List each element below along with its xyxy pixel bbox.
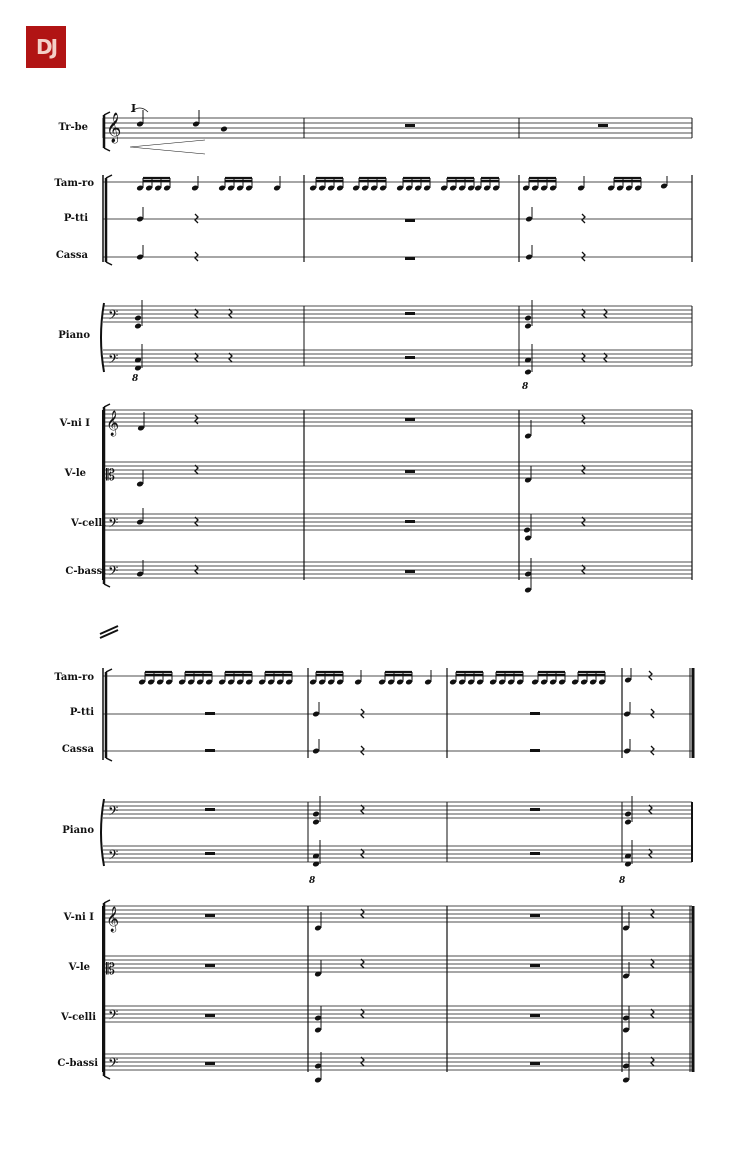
fermata [131, 108, 148, 112]
brace [101, 799, 104, 866]
quarter-rest [195, 252, 198, 261]
label-trombe: Tr-be [58, 122, 88, 133]
whole-rest [205, 749, 215, 752]
publisher-logo: DJ [26, 26, 66, 68]
bass-clef: 𝄢 [108, 1007, 119, 1026]
ottava-mark: 8 [132, 374, 139, 384]
bracket-hook [106, 262, 112, 265]
bracket-hook [104, 1076, 110, 1079]
alto-clef: 𝄡 [106, 959, 115, 978]
note-head [524, 369, 532, 376]
quarter-rest [582, 252, 585, 261]
whole-rest [530, 712, 540, 715]
whole-rest [205, 1062, 215, 1065]
note-head [220, 126, 228, 133]
label-piatti-2: P-tti [69, 707, 94, 718]
alto-clef: 𝄡 [106, 465, 115, 484]
treble-clef: 𝄞 [106, 113, 122, 143]
treble-clef: 𝄞 [106, 411, 120, 436]
bracket-hook [104, 404, 110, 407]
note-head [624, 811, 632, 818]
whole-rest [205, 914, 215, 917]
bass-clef: 𝄢 [108, 803, 119, 822]
bracket-hook [106, 669, 112, 672]
label-violoncelli: V-celli [70, 518, 106, 529]
note-head [312, 819, 320, 826]
whole-rest [405, 257, 415, 260]
whole-rest [405, 312, 415, 315]
bass-clef: 𝄢 [108, 515, 119, 534]
whole-rest [405, 470, 415, 473]
whole-rest [205, 852, 215, 855]
note-head [312, 811, 320, 818]
decrescendo-hairpin [130, 140, 205, 154]
bracket-hook [104, 584, 110, 587]
bass-clef: 𝄢 [108, 847, 119, 866]
label-cassa: Cassa [55, 250, 88, 261]
whole-rest [530, 1062, 540, 1065]
label-contrabbassi: C-bassi [65, 566, 106, 577]
bracket-hook [106, 758, 112, 761]
note-head [523, 527, 531, 534]
note-head [134, 323, 142, 330]
bracket-hook [104, 148, 110, 151]
label-violoncelli-2: V-celli [60, 1012, 96, 1023]
note-head [524, 315, 532, 322]
whole-rest [405, 570, 415, 573]
whole-rest [205, 712, 215, 715]
whole-rest [405, 520, 415, 523]
system-separator [100, 626, 118, 634]
quarter-rest [582, 415, 585, 424]
label-tamburo: Tam-ro [54, 178, 94, 189]
whole-rest [530, 1014, 540, 1017]
whole-rest [205, 808, 215, 811]
label-tamburo-2: Tam-ro [54, 672, 94, 683]
label-piano: Piano [58, 330, 90, 341]
whole-rest [530, 749, 540, 752]
quarter-rest [361, 746, 364, 755]
bass-clef: 𝄢 [108, 307, 119, 326]
label-viole: V-le [64, 468, 86, 479]
label-viole-2: V-le [68, 962, 90, 973]
quarter-rest [651, 746, 654, 755]
note-head [624, 819, 632, 826]
label-violini: V-ni I [59, 418, 90, 429]
bracket-hook [106, 175, 112, 178]
whole-rest [405, 219, 415, 222]
whole-rest [405, 124, 415, 127]
label-contrabbassi-2: C-bassi [57, 1058, 98, 1069]
whole-rest [530, 808, 540, 811]
ottava-mark: 8 [309, 876, 316, 886]
bass-clef: 𝄢 [108, 563, 119, 582]
quarter-rest [361, 709, 364, 718]
note-head [134, 315, 142, 322]
bass-clef: 𝄢 [108, 351, 119, 370]
label-piatti: P-tti [63, 213, 88, 224]
quarter-rest [195, 415, 198, 424]
bass-clef: 𝄢 [108, 1055, 119, 1074]
ottava-mark: 8 [619, 876, 626, 886]
bracket-hook [104, 900, 110, 903]
label-piano-2: Piano [62, 825, 94, 836]
whole-rest [598, 124, 608, 127]
quarter-rest [195, 214, 198, 223]
label-violini-2: V-ni I [63, 912, 94, 923]
whole-rest [530, 964, 540, 967]
quarter-rest [649, 671, 652, 680]
whole-rest [405, 356, 415, 359]
quarter-rest [651, 709, 654, 718]
note-head [524, 323, 532, 330]
quarter-rest [582, 214, 585, 223]
whole-rest [530, 914, 540, 917]
treble-clef: 𝄞 [106, 907, 120, 932]
whole-rest [530, 852, 540, 855]
label-cassa-2: Cassa [61, 744, 94, 755]
whole-rest [405, 418, 415, 421]
ottava-mark: 8 [522, 382, 529, 392]
rehearsal-mark: I [131, 102, 137, 115]
whole-rest [205, 1014, 215, 1017]
system-separator [100, 630, 118, 638]
whole-rest [205, 964, 215, 967]
